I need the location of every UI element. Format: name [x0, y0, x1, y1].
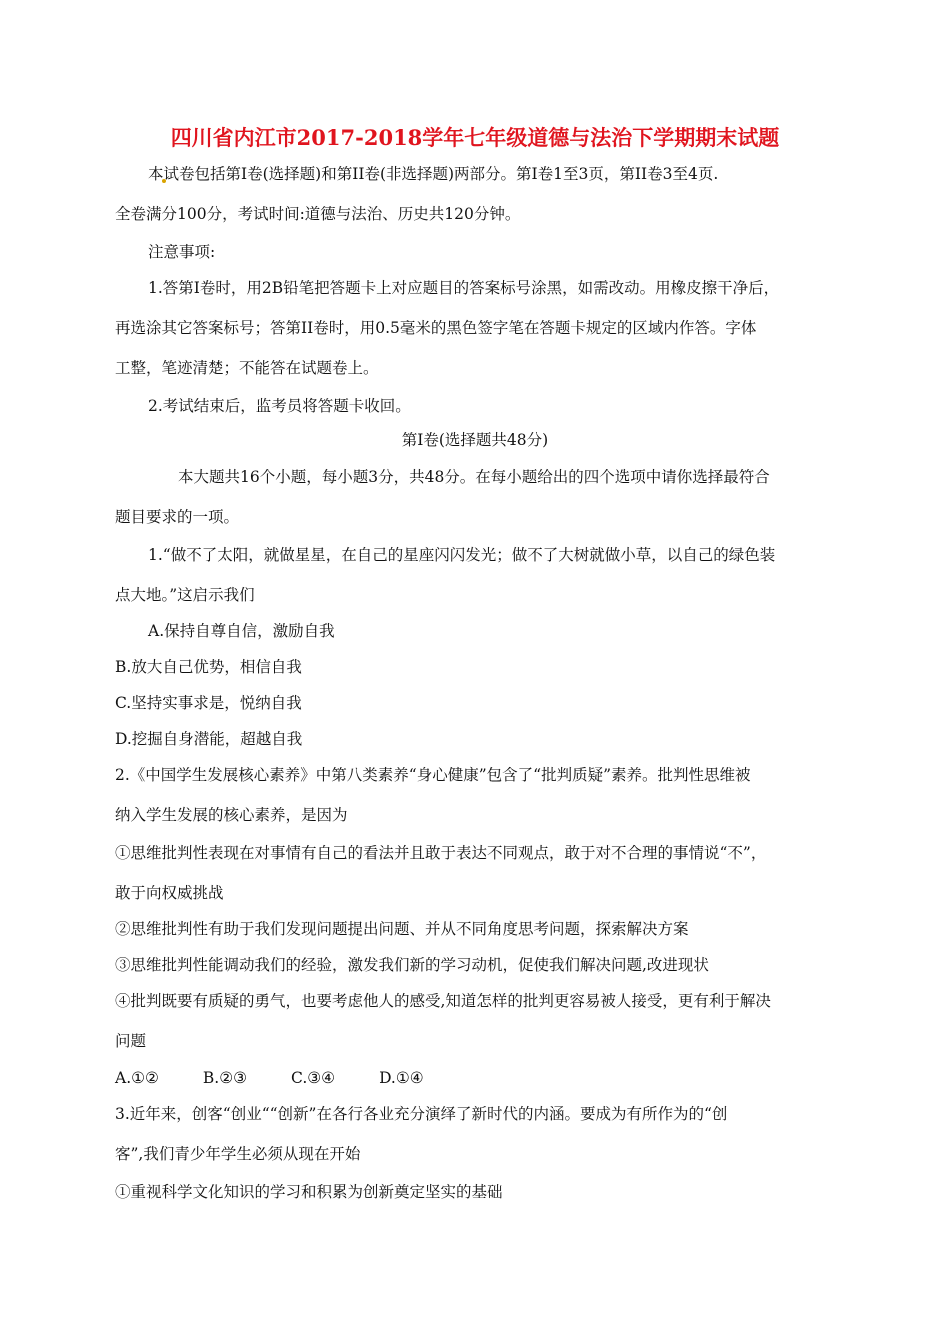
intro-line-2: 全卷满分100分，考试时间:道德与法治、历史共120分钟。	[115, 205, 521, 223]
q1-option-a: A.保持自尊自信，激励自我	[148, 622, 335, 640]
q2-option-a: A.①②	[115, 1069, 159, 1087]
q1-stem-line-1: 1.“做不了太阳，就做星星，在自己的星座闪闪发光；做不了大树就做小草，以自己的绿色装	[148, 546, 776, 564]
intro-line-1: 本试卷包括第Ⅰ卷(选择题)和第II卷(非选择题)两部分。第Ⅰ卷1至3页，第II卷3至4页.	[148, 165, 719, 183]
q3-item-1: ①重视科学文化知识的学习和积累为创新奠定坚实的基础	[115, 1183, 503, 1201]
q2-stem-line-2: 纳入学生发展的核心素养，是因为	[115, 806, 348, 824]
exam-title: 四川省内江市2017-2018学年七年级道德与法治下学期期末试题	[170, 125, 780, 150]
q1-stem-line-2: 点大地。”这启示我们	[115, 586, 255, 604]
q2-option-b: B.②③	[202, 1069, 248, 1087]
q1-option-b: B.放大自己优势，相信自我	[115, 658, 302, 676]
q2-item-3: ③思维批判性能调动我们的经验，激发我们新的学习动机，促使我们解决问题,改进现状	[115, 956, 709, 974]
section-desc-line-1: 本大题共16个小题，每小题3分，共48分。在每小题给出的四个选项中请你选择最符合	[178, 468, 770, 486]
q2-stem-line-1: 2.《中国学生发展核心素养》中第八类素养“身心健康”包含了“批判质疑”素养。批判性思维被	[115, 766, 751, 784]
q2-item-1-line-2: 敢于向权威挑战	[115, 884, 224, 902]
notes-line-3: 工整，笔迹清楚；不能答在试题卷上。	[115, 359, 379, 377]
q2-option-d: D.①④	[379, 1069, 424, 1087]
q2-item-4-line-2: 问题	[115, 1032, 147, 1050]
q2-options	[115, 1068, 840, 1088]
notes-line-4: 2.考试结束后，监考员将答题卡收回。	[148, 397, 411, 415]
section-title: 第Ⅰ卷(选择题共48分)	[401, 431, 549, 449]
notes-line-1: 1.答第Ⅰ卷时，用2B铅笔把答题卡上对应题目的答案标号涂黑，如需改动。用橡皮擦干净后，	[148, 279, 780, 297]
q1-option-d: D.挖掘自身潜能，超越自我	[115, 730, 303, 748]
q2-item-4-line-1: ④批判既要有质疑的勇气，也要考虑他人的感受,知道怎样的批判更容易被人接受，更有利于解决	[115, 992, 771, 1010]
q1-option-c: C.坚持实事求是，悦纳自我	[115, 694, 302, 712]
notes-heading: 注意事项:	[148, 243, 216, 261]
q2-item-1-line-1: ①思维批判性表现在对事情有自己的看法并且敢于表达不同观点，敢于对不合理的事情说“不”，	[115, 844, 767, 862]
section-desc-line-2: 题目要求的一项。	[115, 508, 240, 526]
q3-stem-line-1: 3.近年来，创客“创业““创新”在各行各业充分演绎了新时代的内涵。要成为有所作为的“创	[115, 1105, 728, 1123]
q3-stem-line-2: 客”,我们青少年学生必须从现在开始	[115, 1145, 361, 1163]
q2-item-2: ②思维批判性有助于我们发现问题提出问题、并从不同角度思考问题，探索解决方案	[115, 920, 689, 938]
notes-line-2: 再选涂其它答案标号；答第II卷时，用0.5毫米的黑色签字笔在答题卡规定的区域内作答。字体	[115, 319, 757, 337]
q2-option-c: C.③④	[291, 1069, 336, 1087]
